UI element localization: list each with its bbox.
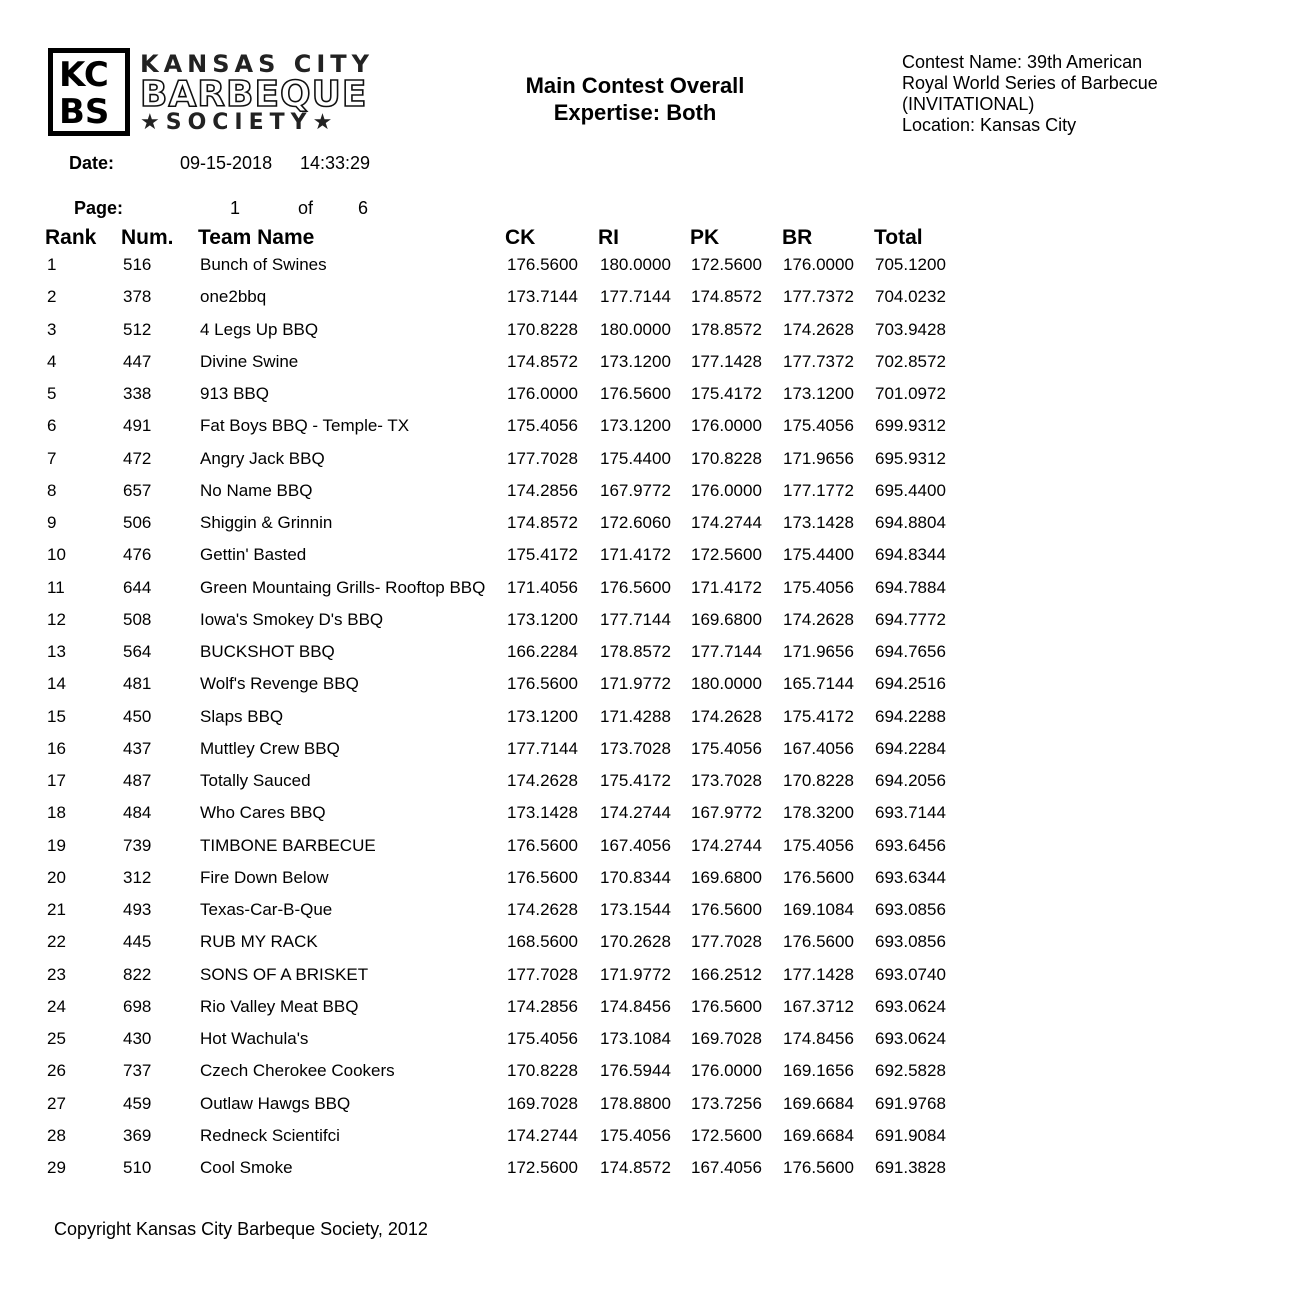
cell-ri: 176.5600 [600, 577, 671, 597]
cell-br: 175.4400 [783, 545, 854, 565]
cell-br: 169.6684 [783, 1093, 854, 1113]
cell-team: Slaps BBQ [200, 706, 284, 726]
results-table [0, 254, 1296, 1189]
cell-rank: 3 [47, 319, 57, 339]
cell-team: Muttley Crew BBQ [200, 738, 340, 758]
table-row [0, 448, 1296, 480]
cell-pk: 177.1428 [691, 351, 762, 371]
cell-total: 691.3828 [875, 1158, 946, 1177]
cell-team: 913 BBQ [200, 384, 269, 403]
cell-rank: 7 [47, 448, 57, 468]
table-row [0, 1157, 1296, 1189]
table-row [0, 254, 1296, 286]
cell-rank: 16 [47, 738, 66, 758]
cell-br: 177.7372 [783, 351, 854, 371]
cell-rank: 29 [47, 1158, 66, 1177]
table-row [0, 577, 1296, 609]
cell-num: 430 [123, 1029, 152, 1048]
cell-num: 445 [123, 932, 152, 952]
cell-num: 564 [123, 642, 152, 661]
logo-line-kansas-city: KANSAS CITY [140, 50, 375, 78]
cell-rank: 4 [47, 351, 57, 371]
page-of: of [298, 198, 314, 218]
cell-total: 694.2516 [875, 674, 946, 694]
cell-total: 694.2284 [875, 738, 946, 758]
table-row [0, 964, 1296, 996]
cell-total: 691.9084 [875, 1125, 946, 1145]
table-row [0, 931, 1296, 963]
cell-total: 693.0624 [875, 1029, 946, 1048]
cell-team: Fire Down Below [200, 867, 329, 887]
cell-ck: 177.7028 [507, 448, 578, 468]
cell-num: 338 [123, 384, 152, 403]
cell-num: 450 [123, 706, 152, 726]
table-row [0, 480, 1296, 512]
cell-rank: 11 [47, 577, 65, 597]
header-ck: CK [505, 226, 536, 249]
cell-ri: 167.4056 [600, 835, 671, 855]
cell-num: 481 [123, 674, 152, 694]
cell-total: 694.2056 [875, 771, 946, 790]
cell-pk: 180.0000 [691, 674, 762, 694]
table-row [0, 286, 1296, 318]
cell-rank: 22 [47, 932, 66, 952]
cell-total: 694.2288 [875, 706, 946, 726]
cell-total: 693.0856 [875, 932, 946, 952]
cell-rank: 9 [47, 513, 57, 532]
cell-total: 693.6456 [875, 835, 946, 855]
cell-br: 173.1428 [783, 513, 854, 532]
cell-ri: 173.1084 [600, 1029, 671, 1048]
cell-team: Cool Smoke [200, 1158, 293, 1177]
cell-ck: 175.4056 [507, 1029, 578, 1048]
cell-ck: 176.5600 [507, 255, 578, 274]
cell-ri: 176.5944 [600, 1061, 671, 1081]
header-br: BR [782, 226, 813, 249]
cell-team: Angry Jack BBQ [200, 448, 325, 468]
table-row [0, 415, 1296, 447]
cell-total: 693.6344 [875, 867, 946, 887]
table-row [0, 770, 1296, 802]
cell-pk: 172.5600 [691, 1125, 762, 1145]
cell-total: 704.0232 [875, 287, 946, 307]
cell-rank: 26 [47, 1061, 66, 1081]
cell-ri: 173.1544 [600, 900, 671, 919]
cell-pk: 175.4056 [691, 738, 762, 758]
table-row [0, 802, 1296, 834]
cell-pk: 178.8572 [691, 319, 762, 339]
page-total: 6 [358, 198, 369, 218]
cell-rank: 23 [47, 964, 66, 984]
cell-rank: 8 [47, 480, 57, 500]
cell-ri: 171.4288 [600, 706, 671, 726]
cell-num: 506 [123, 513, 152, 532]
cell-team: Green Mountaing Grills- Rooftop BBQ [200, 577, 486, 597]
cell-br: 171.9656 [783, 448, 854, 468]
report-title-line1: Main Contest Overall [525, 73, 745, 98]
cell-ck: 168.5600 [507, 932, 578, 952]
cell-num: 510 [123, 1158, 152, 1177]
table-row [0, 835, 1296, 867]
cell-ri: 174.8456 [600, 996, 671, 1016]
cell-num: 644 [123, 577, 152, 597]
cell-team: Texas-Car-B-Que [200, 900, 333, 919]
cell-total: 701.0972 [875, 384, 946, 403]
report-title-line2: Expertise: Both [553, 100, 717, 125]
logo-line-barbeque: BARBEQUE [140, 74, 368, 115]
cell-ck: 176.5600 [507, 674, 578, 694]
cell-pk: 174.8572 [691, 287, 762, 307]
cell-br: 176.5600 [783, 867, 854, 887]
table-row [0, 383, 1296, 415]
copyright-notice: Copyright Kansas City Barbeque Society, 2012 [54, 1219, 428, 1239]
cell-rank: 21 [47, 900, 66, 919]
cell-ri: 178.8572 [600, 642, 671, 661]
cell-rank: 20 [47, 867, 66, 887]
cell-br: 175.4056 [783, 835, 854, 855]
cell-team: Redneck Scientifci [200, 1125, 340, 1145]
table-row [0, 609, 1296, 641]
logo-wordmark [140, 48, 375, 136]
cell-total: 694.8804 [875, 513, 946, 532]
header-total: Total [874, 226, 923, 249]
cell-br: 169.6684 [783, 1125, 854, 1145]
cell-total: 693.0856 [875, 900, 946, 919]
cell-pk: 175.4172 [691, 384, 762, 403]
contest-info [902, 52, 1282, 136]
cell-pk: 171.4172 [691, 577, 762, 597]
cell-rank: 1 [47, 255, 57, 274]
cell-pk: 169.7028 [691, 1029, 762, 1048]
cell-pk: 173.7256 [691, 1093, 762, 1113]
cell-rank: 25 [47, 1029, 66, 1048]
table-row [0, 512, 1296, 544]
cell-pk: 167.4056 [691, 1158, 762, 1177]
cell-team: Who Cares BBQ [200, 803, 326, 823]
table-row [0, 738, 1296, 770]
cell-ri: 173.1200 [600, 351, 671, 371]
cell-ck: 175.4172 [507, 545, 578, 565]
cell-ri: 175.4056 [600, 1125, 671, 1145]
header-team-name: Team Name [198, 226, 315, 249]
cell-ri: 177.7144 [600, 609, 671, 629]
cell-num: 493 [123, 900, 152, 919]
cell-num: 487 [123, 771, 152, 790]
cell-ri: 167.9772 [600, 480, 671, 500]
cell-ck: 175.4056 [507, 416, 578, 436]
cell-team: Gettin' Basted [200, 545, 307, 565]
table-row [0, 351, 1296, 383]
cell-br: 167.4056 [783, 738, 854, 758]
cell-total: 705.1200 [875, 255, 946, 274]
cell-ri: 170.2628 [600, 932, 671, 952]
cell-num: 739 [123, 835, 152, 855]
page-current: 1 [230, 198, 241, 218]
header-rank: Rank [45, 226, 97, 249]
cell-ri: 171.9772 [600, 674, 671, 694]
cell-pk: 174.2744 [691, 835, 762, 855]
date-label: Date: [69, 153, 115, 173]
logo-monogram [48, 48, 130, 136]
cell-pk: 177.7144 [691, 642, 762, 661]
cell-ck: 174.2856 [507, 480, 578, 500]
cell-rank: 12 [47, 609, 66, 629]
cell-br: 176.5600 [783, 932, 854, 952]
cell-pk: 174.2744 [691, 513, 762, 532]
cell-team: one2bbq [200, 287, 267, 307]
cell-br: 175.4172 [783, 706, 854, 726]
cell-br: 174.2628 [783, 609, 854, 629]
page-label: Page: [74, 198, 124, 218]
cell-num: 737 [123, 1061, 152, 1081]
table-row [0, 899, 1296, 931]
kcbs-logo [48, 48, 375, 136]
cell-br: 176.0000 [783, 255, 854, 274]
cell-team: Hot Wachula's [200, 1029, 309, 1048]
cell-br: 175.4056 [783, 416, 854, 436]
cell-rank: 19 [47, 835, 66, 855]
logo-line-society: ★SOCIETY★ [140, 110, 339, 135]
cell-team: Divine Swine [200, 351, 299, 371]
cell-team: Bunch of Swines [200, 255, 327, 274]
cell-total: 694.7656 [875, 642, 946, 661]
cell-pk: 169.6800 [691, 867, 762, 887]
cell-total: 702.8572 [875, 351, 946, 371]
cell-num: 472 [123, 448, 152, 468]
cell-team: TIMBONE BARBECUE [200, 835, 376, 855]
cell-ck: 169.7028 [507, 1093, 578, 1113]
cell-pk: 172.5600 [691, 255, 762, 274]
cell-br: 175.4056 [783, 577, 854, 597]
cell-pk: 172.5600 [691, 545, 762, 565]
cell-pk: 176.5600 [691, 900, 762, 919]
cell-team: Outlaw Hawgs BBQ [200, 1093, 351, 1113]
table-row [0, 1028, 1296, 1060]
cell-br: 177.7372 [783, 287, 854, 307]
cell-ck: 174.2628 [507, 771, 578, 790]
cell-ri: 174.2744 [600, 803, 671, 823]
cell-ri: 171.9772 [600, 964, 671, 984]
header-pk: PK [690, 226, 720, 249]
cell-ck: 171.4056 [507, 577, 578, 597]
table-row [0, 706, 1296, 738]
cell-br: 169.1656 [783, 1061, 854, 1081]
cell-rank: 28 [47, 1125, 66, 1145]
cell-total: 694.7884 [875, 577, 946, 597]
cell-pk: 167.9772 [691, 803, 762, 823]
cell-num: 312 [123, 867, 152, 887]
cell-total: 699.9312 [875, 416, 946, 436]
logo-monogram-top: KC [59, 55, 109, 95]
cell-pk: 176.0000 [691, 1061, 762, 1081]
cell-total: 693.0624 [875, 996, 946, 1016]
cell-ri: 174.8572 [600, 1158, 671, 1177]
cell-ck: 174.2744 [507, 1125, 578, 1145]
cell-pk: 176.0000 [691, 480, 762, 500]
cell-br: 165.7144 [783, 674, 854, 694]
cell-num: 491 [123, 416, 152, 436]
cell-ck: 173.1200 [507, 609, 578, 629]
cell-ck: 166.2284 [507, 642, 578, 661]
cell-team: Iowa's Smokey D's BBQ [200, 609, 384, 629]
cell-ck: 177.7028 [507, 964, 578, 984]
cell-team: Fat Boys BBQ - Temple- TX [200, 416, 410, 436]
cell-team: 4 Legs Up BBQ [200, 319, 319, 339]
header-ri: RI [598, 226, 619, 249]
cell-ri: 176.5600 [600, 384, 671, 403]
table-row [0, 673, 1296, 705]
cell-rank: 18 [47, 803, 66, 823]
table-row [0, 1093, 1296, 1125]
cell-ck: 173.7144 [507, 287, 578, 307]
cell-team: Rio Valley Meat BBQ [200, 996, 359, 1016]
cell-ri: 177.7144 [600, 287, 671, 307]
cell-ck: 173.1200 [507, 706, 578, 726]
report-title [455, 72, 815, 126]
cell-num: 459 [123, 1093, 152, 1113]
cell-br: 174.8456 [783, 1029, 854, 1048]
time-value: 14:33:29 [300, 153, 371, 173]
cell-rank: 2 [47, 287, 57, 307]
cell-br: 176.5600 [783, 1158, 854, 1177]
table-row [0, 867, 1296, 899]
cell-team: Czech Cherokee Cookers [200, 1061, 395, 1081]
contest-location: Location: Kansas City [902, 115, 1077, 135]
cell-total: 691.9768 [875, 1093, 946, 1113]
cell-rank: 17 [47, 771, 66, 790]
cell-num: 698 [123, 996, 152, 1016]
cell-team: Wolf's Revenge BBQ [200, 674, 359, 694]
cell-num: 484 [123, 803, 152, 823]
cell-num: 437 [123, 738, 152, 758]
cell-ri: 178.8800 [600, 1093, 671, 1113]
date-value: 09-15-2018 [180, 153, 273, 173]
cell-total: 693.7144 [875, 803, 946, 823]
cell-ri: 173.7028 [600, 738, 671, 758]
cell-br: 174.2628 [783, 319, 854, 339]
cell-total: 695.4400 [875, 480, 946, 500]
cell-br: 171.9656 [783, 642, 854, 661]
cell-ck: 174.8572 [507, 513, 578, 532]
cell-rank: 24 [47, 996, 66, 1016]
cell-total: 694.7772 [875, 609, 946, 629]
cell-br: 178.3200 [783, 803, 854, 823]
cell-num: 822 [123, 964, 152, 984]
cell-ck: 173.1428 [507, 803, 578, 823]
cell-pk: 176.0000 [691, 416, 762, 436]
header-num: Num. [121, 226, 174, 249]
table-row [0, 641, 1296, 673]
cell-team: Totally Sauced [200, 771, 311, 790]
cell-ck: 176.5600 [507, 835, 578, 855]
contest-name-line2: Royal World Series of Barbecue [902, 73, 1158, 93]
cell-ck: 170.8228 [507, 319, 578, 339]
cell-pk: 170.8228 [691, 448, 762, 468]
cell-team: BUCKSHOT BBQ [200, 642, 335, 661]
cell-pk: 174.2628 [691, 706, 762, 726]
cell-ri: 171.4172 [600, 545, 671, 565]
cell-pk: 173.7028 [691, 771, 762, 790]
cell-rank: 14 [47, 674, 66, 694]
table-row [0, 544, 1296, 576]
cell-ck: 174.8572 [507, 351, 578, 371]
cell-team: SONS OF A BRISKET [200, 964, 369, 984]
cell-total: 694.8344 [875, 545, 946, 565]
cell-total: 693.0740 [875, 964, 946, 984]
cell-rank: 10 [47, 545, 66, 565]
table-row [0, 1125, 1296, 1157]
cell-team: Shiggin & Grinnin [200, 513, 333, 532]
cell-br: 177.1772 [783, 480, 854, 500]
contest-name-line1: Contest Name: 39th American [902, 52, 1143, 72]
cell-total: 692.5828 [875, 1061, 946, 1081]
cell-num: 512 [123, 319, 152, 339]
cell-ri: 180.0000 [600, 255, 671, 274]
cell-br: 173.1200 [783, 384, 854, 403]
cell-rank: 5 [47, 384, 57, 403]
table-row [0, 1060, 1296, 1092]
contest-name-line3: (INVITATIONAL) [902, 94, 1035, 114]
cell-rank: 6 [47, 416, 57, 436]
cell-ck: 177.7144 [507, 738, 578, 758]
cell-num: 476 [123, 545, 152, 565]
cell-br: 177.1428 [783, 964, 854, 984]
cell-ri: 175.4400 [600, 448, 671, 468]
cell-br: 167.3712 [783, 996, 854, 1016]
cell-br: 169.1084 [783, 900, 854, 919]
cell-num: 516 [123, 255, 152, 274]
table-row [0, 319, 1296, 351]
cell-ck: 174.2856 [507, 996, 578, 1016]
cell-total: 695.9312 [875, 448, 946, 468]
cell-rank: 13 [47, 642, 66, 661]
cell-ck: 174.2628 [507, 900, 578, 919]
cell-ck: 172.5600 [507, 1158, 578, 1177]
cell-num: 378 [123, 287, 152, 307]
cell-num: 508 [123, 609, 152, 629]
cell-total: 703.9428 [875, 319, 946, 339]
logo-monogram-bottom: BS [59, 92, 110, 132]
cell-ri: 175.4172 [600, 771, 671, 790]
cell-pk: 166.2512 [691, 964, 762, 984]
cell-team: RUB MY RACK [200, 932, 318, 952]
cell-num: 369 [123, 1125, 152, 1145]
cell-rank: 27 [47, 1093, 66, 1113]
cell-ri: 170.8344 [600, 867, 671, 887]
cell-ck: 176.0000 [507, 384, 578, 403]
table-row [0, 996, 1296, 1028]
cell-ri: 172.6060 [600, 513, 671, 532]
cell-team: No Name BBQ [200, 480, 313, 500]
cell-num: 447 [123, 351, 152, 371]
cell-pk: 169.6800 [691, 609, 762, 629]
cell-ri: 173.1200 [600, 416, 671, 436]
cell-br: 170.8228 [783, 771, 854, 790]
cell-pk: 176.5600 [691, 996, 762, 1016]
cell-ri: 180.0000 [600, 319, 671, 339]
cell-ck: 176.5600 [507, 867, 578, 887]
cell-num: 657 [123, 480, 152, 500]
cell-pk: 177.7028 [691, 932, 762, 952]
cell-ck: 170.8228 [507, 1061, 578, 1081]
cell-rank: 15 [47, 706, 66, 726]
